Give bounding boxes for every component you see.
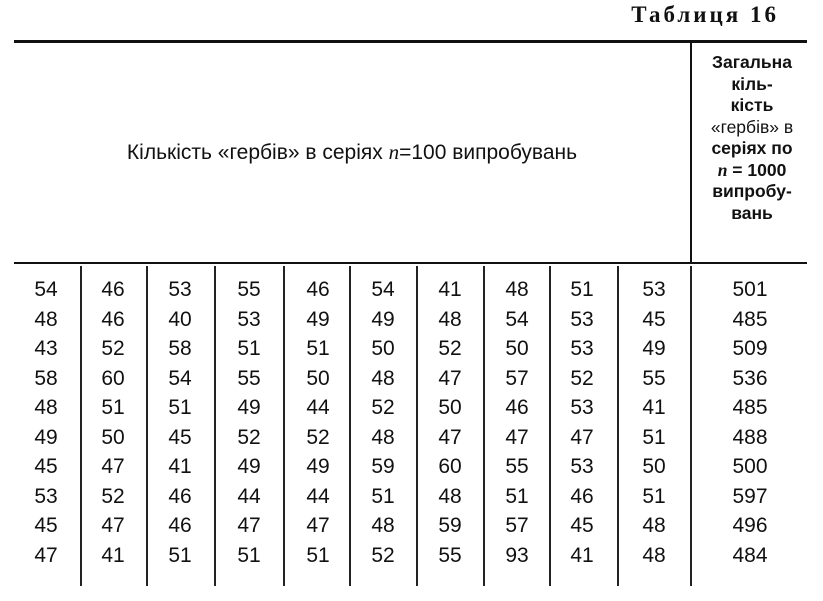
series-count-cell: 47 [505,425,529,449]
series-count-cell: 48 [438,484,462,508]
series-count-cell: 44 [306,396,330,419]
series-count-cell: 48 [34,307,58,331]
series-count-cell: 55 [438,543,462,567]
series-count-cell: 45 [168,425,192,449]
header-right-line: кіль- [731,73,773,94]
series-count-cell: 53 [570,337,594,360]
series-count-cell: 57 [505,514,529,537]
header-right-eq: = 1000 [727,159,787,180]
series-count-cell: 46 [570,484,594,508]
column-rule [283,266,285,586]
series-count-cell: 55 [505,455,529,478]
header-right-line: Загальна [712,52,792,72]
series-count-cell: 60 [438,455,462,478]
series-count-cell: 55 [237,278,261,301]
total-count-cell: 488 [732,425,768,449]
series-count-cell: 45 [34,514,58,537]
series-count-cell: 53 [570,455,594,478]
header-right-line: серіях по [711,138,793,158]
total-count-cell: 597 [732,484,768,508]
series-count-cell: 51 [168,396,192,419]
series-count-cell: 47 [306,514,330,537]
series-count-cell: 60 [101,366,125,390]
series-count-cell: 47 [570,425,594,449]
total-count-cell: 485 [732,396,768,419]
series-count-cell: 46 [101,307,125,331]
series-count-cell: 54 [168,366,192,390]
series-count-cell: 43 [34,337,58,360]
header-left-var: n [388,140,400,164]
series-count-cell: 53 [237,307,261,331]
series-count-cell: 49 [34,425,58,449]
header-right-line: кість [730,95,774,115]
series-count-cell: 50 [438,396,462,419]
series-count-cell: 41 [101,543,125,567]
series-count-cell: 52 [101,484,125,508]
header-right-formula [692,160,812,182]
series-count-cell: 54 [371,278,395,301]
series-count-cell: 41 [168,455,192,478]
series-count-cell: 49 [306,455,330,478]
series-count-cell: 49 [237,396,261,419]
header-right-line: вань [731,202,773,223]
series-count-cell: 46 [168,484,192,508]
series-count-cell: 49 [371,307,395,331]
header-total-count [692,52,812,224]
header-right-line: «гербів» в [710,116,794,137]
header-series-counts [14,140,690,165]
series-count-cell: 45 [642,307,666,331]
series-count-cell: 52 [570,366,594,390]
series-count-cell: 51 [505,484,529,508]
series-count-cell: 59 [371,455,395,478]
series-count-cell: 51 [306,337,330,360]
series-count-cell: 47 [237,514,261,537]
total-count-cell: 484 [732,543,768,567]
series-count-cell: 49 [642,337,666,360]
series-count-cell: 49 [237,455,261,478]
series-count-cell: 44 [237,484,261,508]
series-count-cell: 52 [438,337,462,360]
series-count-cell: 44 [306,484,330,508]
series-count-cell: 55 [642,366,666,390]
total-count-cell: 500 [732,455,768,478]
series-count-cell: 59 [438,514,462,537]
series-count-cell: 58 [34,366,58,390]
series-count-cell: 51 [570,278,594,301]
series-count-cell: 52 [371,396,395,419]
series-count-cell: 54 [34,278,58,301]
series-count-cell: 53 [168,278,192,301]
series-count-cell: 48 [438,307,462,331]
series-count-cell: 40 [168,307,192,331]
series-count-cell: 51 [642,425,666,449]
table-caption: Таблиця 16 [631,2,779,27]
total-count-cell: 536 [732,366,768,390]
header-right-var: n [717,159,728,180]
series-count-cell: 53 [570,396,594,419]
series-count-cell: 50 [642,455,666,478]
column-rule [416,266,418,586]
series-count-cell: 45 [34,455,58,478]
series-count-cell: 47 [438,425,462,449]
series-count-cell: 52 [306,425,330,449]
series-count-cell: 50 [505,337,529,360]
series-count-cell: 57 [505,366,529,390]
column-rule [483,266,485,586]
series-count-cell: 53 [570,307,594,331]
series-count-cell: 46 [505,396,529,419]
series-count-cell: 50 [101,425,125,449]
series-count-cell: 51 [237,337,261,360]
series-count-cell: 52 [371,543,395,567]
header-left-prefix: Кількість «гербів» в серіях [126,141,389,164]
column-rule [617,266,619,586]
series-count-cell: 93 [505,543,529,567]
series-count-cell: 58 [168,337,192,360]
series-count-cell: 53 [34,484,58,508]
series-count-cell: 47 [101,514,125,537]
series-count-cell: 41 [570,543,594,567]
series-count-cell: 51 [642,484,666,508]
column-rule [690,266,692,586]
series-count-cell: 41 [642,396,666,419]
header-bottom-rule [14,262,807,264]
column-rule [214,266,216,586]
series-count-cell: 52 [237,425,261,449]
series-count-cell: 46 [168,514,192,537]
top-rule [14,40,807,43]
series-count-cell: 51 [237,543,261,567]
total-count-cell: 485 [732,307,768,331]
series-count-cell: 47 [101,455,125,478]
series-count-cell: 51 [306,543,330,567]
series-count-cell: 48 [371,514,395,537]
series-count-cell: 47 [34,543,58,567]
series-count-cell: 46 [306,278,330,301]
series-count-cell: 48 [371,425,395,449]
series-count-cell: 46 [101,278,125,301]
series-count-cell: 48 [642,543,666,567]
total-count-cell: 501 [732,278,768,301]
column-rule [349,266,351,586]
series-count-cell: 51 [371,484,395,508]
series-count-cell: 53 [642,278,666,301]
series-count-cell: 48 [642,514,666,537]
series-count-cell: 54 [505,307,529,331]
series-count-cell: 50 [306,366,330,390]
series-count-cell: 52 [101,337,125,360]
column-rule [549,266,551,586]
column-rule [146,266,148,586]
series-count-cell: 50 [371,337,395,360]
series-count-cell: 41 [438,278,462,301]
series-count-cell: 51 [168,543,192,567]
total-count-cell: 509 [732,337,768,360]
series-count-cell: 48 [505,278,529,301]
total-count-cell: 496 [732,514,768,537]
series-count-cell: 45 [570,514,594,537]
series-count-cell: 49 [306,307,330,331]
series-count-cell: 47 [438,366,462,390]
series-count-cell: 48 [371,366,395,390]
header-left-eq: =100 випробувань [399,141,578,164]
series-count-cell: 51 [101,396,125,419]
column-rule [80,266,82,586]
series-count-cell: 48 [34,396,58,419]
header-right-line: випробу- [712,181,792,201]
series-count-cell: 55 [237,366,261,390]
